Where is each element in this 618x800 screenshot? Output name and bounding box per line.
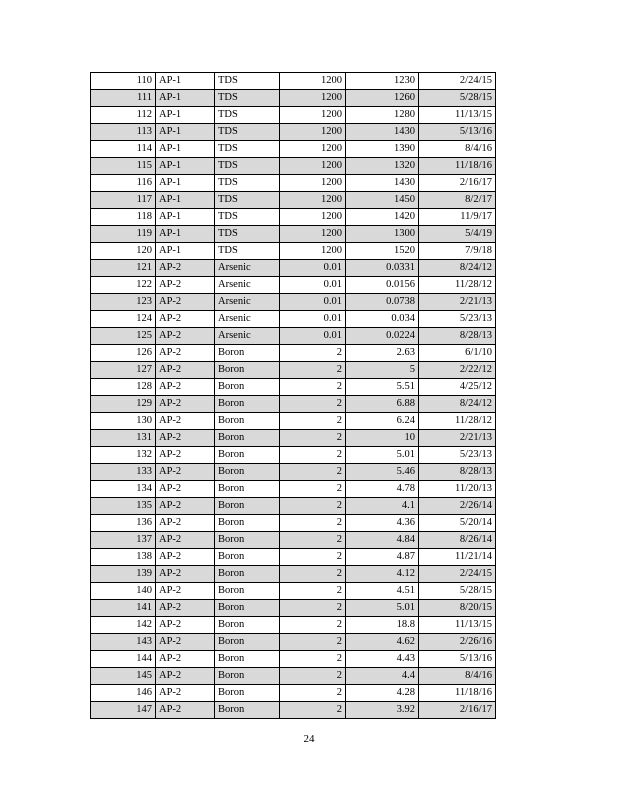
limit-cell: 2: [280, 617, 346, 634]
parameter-cell: Boron: [215, 464, 280, 481]
table-row: [91, 379, 496, 396]
table-row: [91, 600, 496, 617]
parameter-cell: TDS: [215, 226, 280, 243]
limit-cell: 2: [280, 600, 346, 617]
date-cell: 5/28/15: [419, 90, 496, 107]
parameter-cell: Boron: [215, 379, 280, 396]
parameter-cell: Boron: [215, 515, 280, 532]
parameter-cell: Arsenic: [215, 328, 280, 345]
result-cell: 4.62: [346, 634, 419, 651]
result-cell: 4.78: [346, 481, 419, 498]
parameter-cell: Boron: [215, 549, 280, 566]
result-cell: 0.0156: [346, 277, 419, 294]
limit-cell: 2: [280, 430, 346, 447]
site-cell: AP-1: [156, 226, 215, 243]
table-row: [91, 515, 496, 532]
limit-cell: 1200: [280, 226, 346, 243]
row-number-cell: 117: [91, 192, 156, 209]
result-cell: 4.84: [346, 532, 419, 549]
result-cell: 6.88: [346, 396, 419, 413]
date-cell: 8/24/12: [419, 260, 496, 277]
site-cell: AP-2: [156, 498, 215, 515]
parameter-cell: Boron: [215, 532, 280, 549]
result-cell: 1300: [346, 226, 419, 243]
limit-cell: 2: [280, 668, 346, 685]
site-cell: AP-2: [156, 583, 215, 600]
row-number-cell: 139: [91, 566, 156, 583]
limit-cell: 2: [280, 413, 346, 430]
row-number-cell: 121: [91, 260, 156, 277]
table-row: [91, 464, 496, 481]
parameter-cell: Arsenic: [215, 260, 280, 277]
date-cell: 6/1/10: [419, 345, 496, 362]
parameter-cell: Boron: [215, 583, 280, 600]
row-number-cell: 111: [91, 90, 156, 107]
row-number-cell: 123: [91, 294, 156, 311]
site-cell: AP-2: [156, 617, 215, 634]
date-cell: 5/23/13: [419, 311, 496, 328]
table-row: [91, 192, 496, 209]
result-cell: 1280: [346, 107, 419, 124]
limit-cell: 1200: [280, 90, 346, 107]
table-row: [91, 617, 496, 634]
row-number-cell: 130: [91, 413, 156, 430]
result-cell: 5.46: [346, 464, 419, 481]
row-number-cell: 114: [91, 141, 156, 158]
parameter-cell: Boron: [215, 651, 280, 668]
table-row: [91, 141, 496, 158]
limit-cell: 1200: [280, 141, 346, 158]
row-number-cell: 144: [91, 651, 156, 668]
row-number-cell: 119: [91, 226, 156, 243]
limit-cell: 2: [280, 464, 346, 481]
limit-cell: 1200: [280, 124, 346, 141]
limit-cell: 1200: [280, 158, 346, 175]
parameter-cell: Boron: [215, 481, 280, 498]
table-row: [91, 158, 496, 175]
parameter-cell: TDS: [215, 90, 280, 107]
result-cell: 5.01: [346, 600, 419, 617]
table-row: [91, 260, 496, 277]
parameter-cell: Boron: [215, 668, 280, 685]
site-cell: AP-1: [156, 243, 215, 260]
table-row: [91, 498, 496, 515]
table-row: [91, 566, 496, 583]
result-cell: 6.24: [346, 413, 419, 430]
date-cell: 11/28/12: [419, 413, 496, 430]
date-cell: 8/2/17: [419, 192, 496, 209]
limit-cell: 1200: [280, 192, 346, 209]
result-cell: 1230: [346, 73, 419, 90]
date-cell: 4/25/12: [419, 379, 496, 396]
table-row: [91, 362, 496, 379]
date-cell: 8/20/15: [419, 600, 496, 617]
site-cell: AP-1: [156, 107, 215, 124]
result-cell: 1390: [346, 141, 419, 158]
parameter-cell: TDS: [215, 192, 280, 209]
row-number-cell: 133: [91, 464, 156, 481]
date-cell: 11/13/15: [419, 617, 496, 634]
parameter-cell: TDS: [215, 175, 280, 192]
date-cell: 2/24/15: [419, 566, 496, 583]
limit-cell: 1200: [280, 243, 346, 260]
result-cell: 5.51: [346, 379, 419, 396]
row-number-cell: 147: [91, 702, 156, 719]
result-cell: 1430: [346, 124, 419, 141]
date-cell: 11/21/14: [419, 549, 496, 566]
site-cell: AP-2: [156, 294, 215, 311]
parameter-cell: Boron: [215, 685, 280, 702]
limit-cell: 0.01: [280, 328, 346, 345]
limit-cell: 2: [280, 549, 346, 566]
table-row: [91, 294, 496, 311]
parameter-cell: TDS: [215, 209, 280, 226]
table-row: [91, 107, 496, 124]
limit-cell: 2: [280, 481, 346, 498]
table-row: [91, 277, 496, 294]
limit-cell: 2: [280, 515, 346, 532]
table-row: [91, 413, 496, 430]
parameter-cell: Boron: [215, 396, 280, 413]
result-cell: 4.43: [346, 651, 419, 668]
date-cell: 5/13/16: [419, 124, 496, 141]
table-row: [91, 226, 496, 243]
date-cell: 2/16/17: [419, 175, 496, 192]
site-cell: AP-2: [156, 634, 215, 651]
result-cell: 1320: [346, 158, 419, 175]
parameter-cell: Arsenic: [215, 311, 280, 328]
result-cell: 0.0738: [346, 294, 419, 311]
date-cell: 8/4/16: [419, 141, 496, 158]
limit-cell: 2: [280, 447, 346, 464]
date-cell: 5/28/15: [419, 583, 496, 600]
row-number-cell: 120: [91, 243, 156, 260]
row-number-cell: 126: [91, 345, 156, 362]
row-number-cell: 128: [91, 379, 156, 396]
site-cell: AP-2: [156, 481, 215, 498]
site-cell: AP-2: [156, 311, 215, 328]
row-number-cell: 134: [91, 481, 156, 498]
row-number-cell: 141: [91, 600, 156, 617]
date-cell: 5/20/14: [419, 515, 496, 532]
result-cell: 4.28: [346, 685, 419, 702]
results-table: [90, 72, 496, 719]
site-cell: AP-2: [156, 600, 215, 617]
row-number-cell: 138: [91, 549, 156, 566]
site-cell: AP-2: [156, 685, 215, 702]
limit-cell: 0.01: [280, 311, 346, 328]
row-number-cell: 140: [91, 583, 156, 600]
result-cell: 10: [346, 430, 419, 447]
result-cell: 5.01: [346, 447, 419, 464]
result-cell: 18.8: [346, 617, 419, 634]
date-cell: 11/18/16: [419, 685, 496, 702]
date-cell: 2/16/17: [419, 702, 496, 719]
limit-cell: 2: [280, 685, 346, 702]
row-number-cell: 146: [91, 685, 156, 702]
date-cell: 8/26/14: [419, 532, 496, 549]
parameter-cell: Boron: [215, 702, 280, 719]
result-cell: 4.51: [346, 583, 419, 600]
results-table-body: [91, 73, 496, 719]
limit-cell: 0.01: [280, 294, 346, 311]
parameter-cell: TDS: [215, 73, 280, 90]
parameter-cell: Boron: [215, 430, 280, 447]
date-cell: 11/20/13: [419, 481, 496, 498]
date-cell: 2/21/13: [419, 430, 496, 447]
parameter-cell: TDS: [215, 158, 280, 175]
result-cell: 4.4: [346, 668, 419, 685]
date-cell: 8/24/12: [419, 396, 496, 413]
table-row: [91, 243, 496, 260]
table-row: [91, 345, 496, 362]
result-cell: 0.0224: [346, 328, 419, 345]
row-number-cell: 132: [91, 447, 156, 464]
result-cell: 1520: [346, 243, 419, 260]
parameter-cell: Boron: [215, 634, 280, 651]
site-cell: AP-2: [156, 396, 215, 413]
table-row: [91, 447, 496, 464]
row-number-cell: 127: [91, 362, 156, 379]
site-cell: AP-2: [156, 668, 215, 685]
limit-cell: 1200: [280, 73, 346, 90]
table-row: [91, 685, 496, 702]
table-row: [91, 702, 496, 719]
result-cell: 1450: [346, 192, 419, 209]
date-cell: 7/9/18: [419, 243, 496, 260]
row-number-cell: 145: [91, 668, 156, 685]
table-row: [91, 396, 496, 413]
row-number-cell: 122: [91, 277, 156, 294]
result-cell: 0.034: [346, 311, 419, 328]
parameter-cell: TDS: [215, 141, 280, 158]
site-cell: AP-1: [156, 124, 215, 141]
parameter-cell: Boron: [215, 600, 280, 617]
site-cell: AP-2: [156, 515, 215, 532]
table-row: [91, 90, 496, 107]
limit-cell: 1200: [280, 175, 346, 192]
site-cell: AP-2: [156, 447, 215, 464]
parameter-cell: Arsenic: [215, 294, 280, 311]
date-cell: 11/28/12: [419, 277, 496, 294]
limit-cell: 1200: [280, 209, 346, 226]
site-cell: AP-1: [156, 192, 215, 209]
site-cell: AP-2: [156, 464, 215, 481]
table-row: [91, 481, 496, 498]
date-cell: 8/4/16: [419, 668, 496, 685]
date-cell: 2/24/15: [419, 73, 496, 90]
site-cell: AP-1: [156, 141, 215, 158]
parameter-cell: Boron: [215, 362, 280, 379]
row-number-cell: 125: [91, 328, 156, 345]
site-cell: AP-2: [156, 702, 215, 719]
limit-cell: 2: [280, 362, 346, 379]
parameter-cell: TDS: [215, 243, 280, 260]
site-cell: AP-2: [156, 277, 215, 294]
result-cell: 1430: [346, 175, 419, 192]
site-cell: AP-2: [156, 345, 215, 362]
row-number-cell: 142: [91, 617, 156, 634]
site-cell: AP-1: [156, 158, 215, 175]
parameter-cell: Boron: [215, 413, 280, 430]
parameter-cell: Boron: [215, 345, 280, 362]
row-number-cell: 110: [91, 73, 156, 90]
table-row: [91, 532, 496, 549]
table-row: [91, 328, 496, 345]
row-number-cell: 118: [91, 209, 156, 226]
table-row: [91, 430, 496, 447]
site-cell: AP-1: [156, 90, 215, 107]
limit-cell: 2: [280, 651, 346, 668]
table-row: [91, 668, 496, 685]
result-cell: 3.92: [346, 702, 419, 719]
site-cell: AP-2: [156, 260, 215, 277]
limit-cell: 1200: [280, 107, 346, 124]
row-number-cell: 136: [91, 515, 156, 532]
date-cell: 11/13/15: [419, 107, 496, 124]
site-cell: AP-2: [156, 413, 215, 430]
date-cell: 2/26/14: [419, 498, 496, 515]
table-row: [91, 549, 496, 566]
parameter-cell: TDS: [215, 124, 280, 141]
site-cell: AP-2: [156, 549, 215, 566]
parameter-cell: TDS: [215, 107, 280, 124]
limit-cell: 2: [280, 702, 346, 719]
date-cell: 11/18/16: [419, 158, 496, 175]
site-cell: AP-1: [156, 73, 215, 90]
row-number-cell: 112: [91, 107, 156, 124]
table-row: [91, 209, 496, 226]
limit-cell: 0.01: [280, 277, 346, 294]
limit-cell: 2: [280, 532, 346, 549]
table-row: [91, 311, 496, 328]
limit-cell: 0.01: [280, 260, 346, 277]
row-number-cell: 135: [91, 498, 156, 515]
limit-cell: 2: [280, 345, 346, 362]
site-cell: AP-1: [156, 175, 215, 192]
limit-cell: 2: [280, 396, 346, 413]
site-cell: AP-2: [156, 362, 215, 379]
result-cell: 1260: [346, 90, 419, 107]
site-cell: AP-2: [156, 566, 215, 583]
date-cell: 11/9/17: [419, 209, 496, 226]
row-number-cell: 124: [91, 311, 156, 328]
table-row: [91, 651, 496, 668]
row-number-cell: 143: [91, 634, 156, 651]
date-cell: 8/28/13: [419, 328, 496, 345]
result-cell: 1420: [346, 209, 419, 226]
result-cell: 4.36: [346, 515, 419, 532]
result-cell: 4.1: [346, 498, 419, 515]
parameter-cell: Boron: [215, 617, 280, 634]
result-cell: 5: [346, 362, 419, 379]
date-cell: 5/13/16: [419, 651, 496, 668]
parameter-cell: Boron: [215, 447, 280, 464]
limit-cell: 2: [280, 583, 346, 600]
limit-cell: 2: [280, 498, 346, 515]
parameter-cell: Boron: [215, 498, 280, 515]
table-row: [91, 583, 496, 600]
table-row: [91, 634, 496, 651]
date-cell: 5/4/19: [419, 226, 496, 243]
row-number-cell: 129: [91, 396, 156, 413]
site-cell: AP-2: [156, 430, 215, 447]
site-cell: AP-2: [156, 651, 215, 668]
row-number-cell: 113: [91, 124, 156, 141]
site-cell: AP-1: [156, 209, 215, 226]
date-cell: 2/21/13: [419, 294, 496, 311]
row-number-cell: 115: [91, 158, 156, 175]
result-cell: 0.0331: [346, 260, 419, 277]
row-number-cell: 137: [91, 532, 156, 549]
site-cell: AP-2: [156, 328, 215, 345]
date-cell: 5/23/13: [419, 447, 496, 464]
limit-cell: 2: [280, 566, 346, 583]
date-cell: 8/28/13: [419, 464, 496, 481]
page-number: 24: [303, 733, 315, 745]
date-cell: 2/26/16: [419, 634, 496, 651]
parameter-cell: Boron: [215, 566, 280, 583]
row-number-cell: 116: [91, 175, 156, 192]
table-row: [91, 73, 496, 90]
site-cell: AP-2: [156, 532, 215, 549]
result-cell: 4.12: [346, 566, 419, 583]
site-cell: AP-2: [156, 379, 215, 396]
limit-cell: 2: [280, 379, 346, 396]
row-number-cell: 131: [91, 430, 156, 447]
parameter-cell: Arsenic: [215, 277, 280, 294]
limit-cell: 2: [280, 634, 346, 651]
table-row: [91, 124, 496, 141]
date-cell: 2/22/12: [419, 362, 496, 379]
result-cell: 4.87: [346, 549, 419, 566]
table-row: [91, 175, 496, 192]
result-cell: 2.63: [346, 345, 419, 362]
